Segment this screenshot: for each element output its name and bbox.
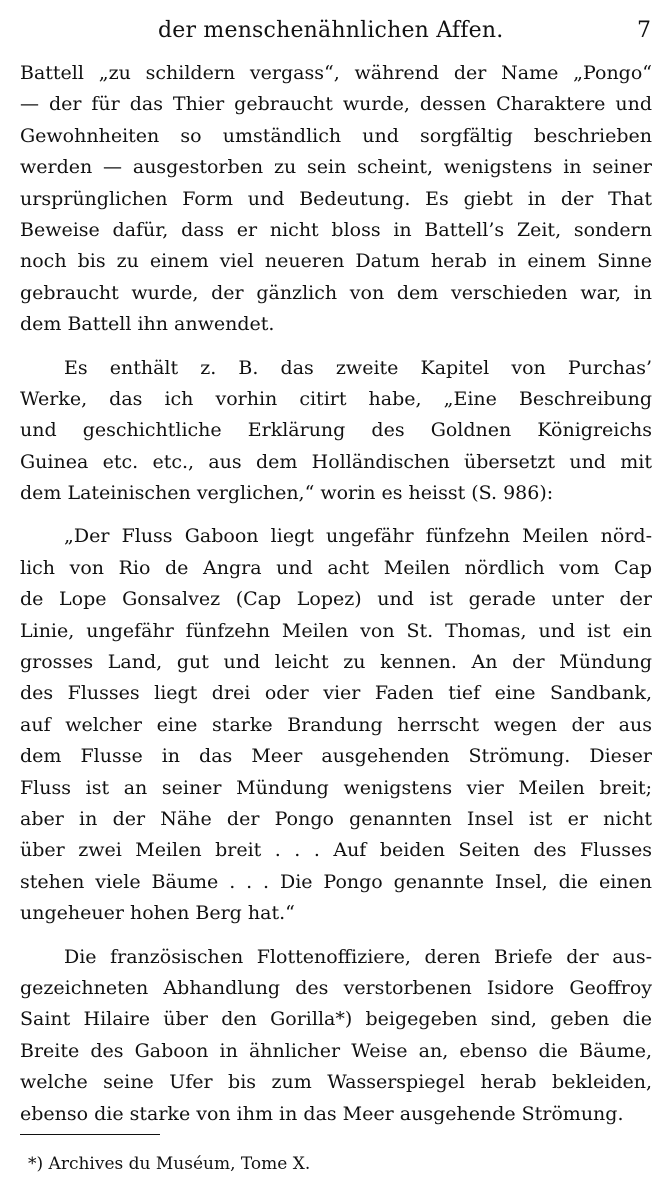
footnote: *) Archives du Muséum, Tome X.: [28, 1154, 311, 1174]
text-line: ursprünglichen Form und Bedeutung. Es giebt in der That: [20, 187, 652, 210]
text-line: Breite des Gaboon in ähnlicher Weise an, ebenso die Bäume,: [20, 1039, 652, 1062]
text-line: dem Lateinischen verglichen,“ worin es heisst (S. 986):: [20, 482, 554, 505]
text-line: Gewohnheiten so umständlich und sorgfältig beschrieben: [20, 124, 652, 147]
text-line: — der für das Thier gebraucht wurde, dessen Charaktere und: [20, 93, 652, 116]
text-line: über zwei Meilen breit . . . Auf beiden Seiten des Flusses: [20, 839, 652, 862]
text-line: Saint Hilaire über den Gorilla*) beigegeben sind, geben die: [20, 1008, 652, 1031]
text-line: und geschichtliche Erklärung des Goldnen Königreichs: [20, 419, 652, 442]
text-line: des Flusses liegt drei oder vier Faden tief eine Sandbank,: [20, 682, 652, 705]
text-line: Battell „zu schildern vergass“, während der Name „Pongo“: [20, 62, 652, 84]
text-line: werden — ausgestorben zu sein scheint, wenigstens in seiner: [20, 156, 652, 179]
paragraph-gap: [20, 509, 652, 521]
text-line: noch bis zu einem viel neueren Datum herab in einem Sinne: [20, 250, 652, 273]
running-title: der menschenähnlichen Affen.: [158, 18, 504, 43]
paragraph-1: [20, 58, 652, 341]
text-line: ebenso die starke von ihm in das Meer ausgehende Strömung.: [20, 1102, 624, 1125]
text-line: „Der Fluss Gaboon liegt ungefähr fünfzehn Meilen nörd-: [64, 525, 652, 548]
text-line: dem Flusse in das Meer ausgehenden Strömung. Dieser: [20, 745, 652, 768]
text-line: de Lope Gonsalvez (Cap Lopez) und ist gerade unter der: [20, 588, 652, 611]
text-line: stehen viele Bäume . . . Die Pongo genannte Insel, die einen: [20, 870, 652, 893]
paragraph-4: [20, 942, 652, 1130]
text-line: ungeheuer hohen Berg hat.“: [20, 902, 295, 925]
body-text: [20, 58, 652, 1130]
paragraph-gap: [20, 930, 652, 942]
paragraph-gap: [20, 341, 652, 353]
text-line: Linie, ungefähr fünfzehn Meilen von St. Thomas, und ist ein: [20, 619, 652, 642]
paragraph-2: [20, 353, 652, 510]
text-line: Die französischen Flottenoffiziere, deren Briefe der aus-: [64, 945, 652, 968]
page-header: [0, 18, 667, 54]
text-line: gezeichneten Abhandlung des verstorbenen Isidore Geoffroy: [20, 976, 652, 999]
footnote-divider: [20, 1134, 160, 1135]
text-line: welche seine Ufer bis zum Wasserspiegel herab bekleiden,: [20, 1071, 652, 1094]
text-line: Fluss ist an seiner Mündung wenigstens vier Meilen breit;: [20, 776, 652, 799]
text-line: dem Battell ihn anwendet.: [20, 313, 275, 336]
text-line: grosses Land, gut und leicht zu kennen. An der Mündung: [20, 651, 652, 674]
text-line: aber in der Nähe der Pongo genannten Insel ist er nicht: [20, 807, 652, 830]
text-line: lich von Rio de Angra und acht Meilen nördlich vom Cap: [20, 556, 652, 579]
text-line: Beweise dafür, dass er nicht bloss in Battell’s Zeit, sondern: [20, 218, 652, 241]
text-line: auf welcher eine starke Brandung herrscht wegen der aus: [20, 713, 652, 736]
text-line: Es enthält z. B. das zweite Kapitel von Purchas’: [64, 356, 652, 379]
paragraph-3-quotation: [20, 521, 652, 929]
text-line: Werke, das ich vorhin citirt habe, „Eine Beschreibung: [20, 387, 652, 410]
page-number: 7: [637, 18, 651, 43]
text-line: Guinea etc. etc., aus dem Holländischen übersetzt und mit: [20, 450, 652, 473]
text-line: gebraucht wurde, der gänzlich von dem verschieden war, in: [20, 281, 652, 304]
